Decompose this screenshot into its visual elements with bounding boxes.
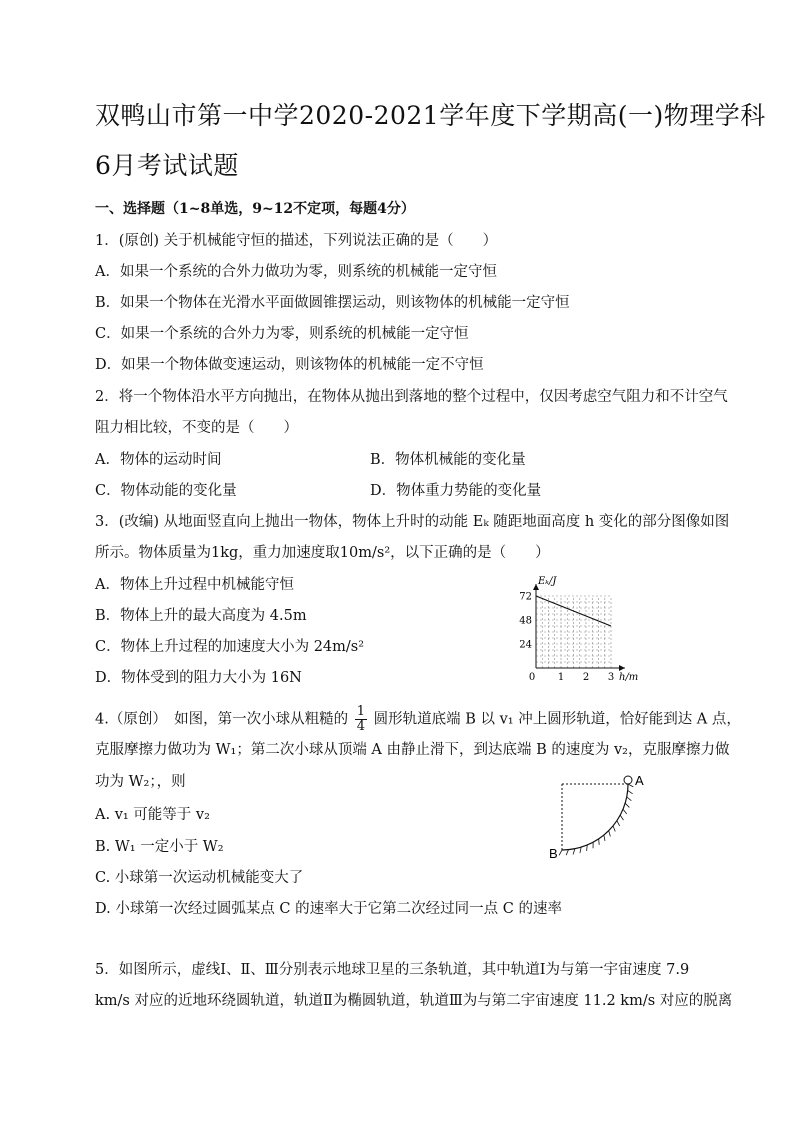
- q4-stem-line3: 功为 W₂；，则: [95, 774, 186, 790]
- ek-data-line: [536, 596, 611, 626]
- q1-option-b: B．如果一个物体在光滑水平面做圆锥摆运动，则该物体的机械能一定守恒: [95, 295, 570, 311]
- fraction-denominator: 4: [356, 719, 365, 734]
- arc-track: [562, 784, 628, 850]
- hatch-mark: [559, 850, 562, 855]
- point-b-label: B: [549, 846, 558, 861]
- ek-h-graph: [510, 570, 690, 688]
- doc-title-line1: 双鸭山市第一中学2020-2021学年度下学期高(一)物理学科: [95, 101, 766, 130]
- fraction-numerator: 1: [356, 704, 365, 719]
- y-tick-label: 24: [519, 639, 532, 651]
- doc-title-line2: 6月考试试题: [95, 151, 239, 180]
- hatch-mark: [628, 784, 633, 787]
- q3-stem-line1: 3．(改编) 从地面竖直向上抛出一物体，物体上升时的动能 Eₖ 随距地面高度 h 变化的部分图像如图: [95, 514, 730, 530]
- y-tick-label: 72: [519, 591, 532, 603]
- q1-option-a: A．如果一个系统的合外力做功为零，则系统的机械能一定守恒: [95, 264, 497, 280]
- hatch-mark: [599, 839, 600, 845]
- q3-option-c: C．物体上升过程的加速度大小为 24m/s²: [95, 639, 365, 655]
- chart-grid: [536, 596, 611, 668]
- quarter-fraction: [355, 705, 367, 734]
- q3-option-b: B．物体上升的最大高度为 4.5m: [95, 608, 307, 624]
- section-heading: 一、选择题（1~8单选，9~12不定项，每题4分）: [95, 201, 415, 217]
- q1-option-c: C．如果一个系统的合外力为零，则系统的机械能一定守恒: [95, 326, 469, 342]
- y-tick-label: 48: [519, 615, 532, 627]
- track-hatching: [559, 784, 633, 855]
- x-tick-label: 3: [607, 672, 615, 683]
- hatch-mark: [566, 850, 568, 856]
- q4-stem-line2: 克服摩擦力做功为 W₁；第二次小球从顶端 A 由静止滑下，到达底端 B 的速度为 v₂，克服摩擦力做: [95, 742, 730, 758]
- hatch-mark: [623, 809, 627, 814]
- hatch-mark: [604, 835, 605, 841]
- q4-option-c: C. 小球第一次运动机械能变大了: [95, 870, 304, 886]
- x-tick-label: 0: [528, 672, 536, 683]
- q2-option-b: B．物体机械能的变化量: [370, 452, 526, 468]
- hatch-mark: [620, 815, 623, 820]
- q2-stem-line2: 阻力相比较，不变的是（ ）: [95, 420, 298, 436]
- q2-option-d: D．物体重力势能的变化量: [370, 483, 542, 499]
- y-axis-label: Eₖ/J: [538, 576, 557, 587]
- q4-option-b: B. W₁ 一定小于 W₂: [95, 839, 224, 855]
- x-axis-label: h/m: [619, 672, 639, 683]
- hatch-mark: [628, 790, 633, 793]
- q3-stem-line2: 所示。物体质量为1kg，重力加速度取10m/s²，以下正确的是（ ）: [95, 545, 550, 561]
- quarter-circle-track-figure: [548, 768, 658, 863]
- q3-option-a: A．物体上升过程中机械能守恒: [95, 577, 294, 593]
- hatch-mark: [627, 797, 632, 801]
- q4-option-d: D. 小球第一次经过圆弧某点 C 的速率大于它第二次经过同一点 C 的速率: [95, 901, 562, 917]
- q5-stem-line2: km/s 对应的近地环绕圆轨道，轨道Ⅱ为椭圆轨道，轨道Ⅲ为与第二宇宙速度 11.2 km/s 对应的脱离: [95, 993, 733, 1009]
- q4-stem-post: 圆形轨道底端 B 以 v₁ 冲上圆形轨道，恰好能到达 A 点，: [373, 711, 741, 728]
- q5-stem-line1: 5．如图所示，虚线Ⅰ、Ⅱ、Ⅲ分别表示地球卫星的三条轨道，其中轨道Ⅰ为与第一宇宙速度 7.9: [95, 962, 690, 978]
- q4-stem-pre: 4.（原创） 如图，第一次小球从粗糙的: [95, 711, 349, 728]
- x-axis-arrow: [619, 665, 625, 671]
- x-tick-label: 2: [582, 672, 590, 683]
- q3-option-d: D．物体受到的阻力大小为 16N: [95, 670, 302, 686]
- q1-option-d: D．如果一个物体做变速运动，则该物体的机械能一定不守恒: [95, 357, 484, 373]
- hatch-mark: [613, 826, 615, 832]
- q2-option-c: C．物体动能的变化量: [95, 483, 237, 499]
- q4-option-a: A. v₁ 可能等于 v₂: [95, 807, 210, 823]
- hatch-mark: [617, 821, 620, 826]
- point-a-label: A: [635, 773, 644, 788]
- ball-icon: [624, 776, 632, 784]
- q4-stem-line1: [95, 705, 741, 734]
- q2-stem-line1: 2．将一个物体沿水平方向抛出，在物体从抛出到落地的整个过程中，仅因考虑空气阻力和不计空气: [95, 389, 728, 405]
- q2-option-a: A．物体的运动时间: [95, 452, 222, 468]
- q1-stem: 1．(原创) 关于机械能守恒的描述，下列说法正确的是（ ）: [95, 233, 498, 249]
- x-tick-label: 1: [557, 672, 565, 683]
- hatch-mark: [625, 803, 629, 807]
- hatch-mark: [609, 831, 611, 837]
